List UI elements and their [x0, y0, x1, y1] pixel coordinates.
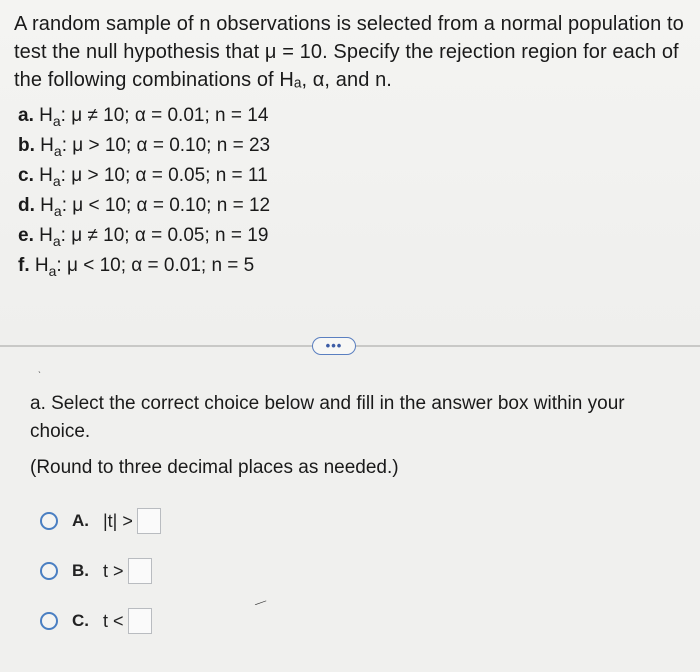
h-symbol: H [39, 225, 53, 246]
h-subscript: a [53, 142, 62, 159]
item-letter: a. [18, 105, 34, 126]
h-subscript: a [52, 172, 61, 189]
part-a-prompt: a. Select the correct choice below and fill in the answer box within your choice. [30, 393, 625, 442]
radio-button[interactable] [40, 612, 58, 630]
item-text: : μ > 10; α = 0.05; n = 11 [60, 165, 268, 186]
list-item [18, 191, 270, 221]
item-letter: e. [18, 225, 34, 246]
expand-more-button[interactable]: ••• [312, 337, 356, 355]
item-text: : μ < 10; α = 0.01; n = 5 [56, 255, 255, 276]
h-symbol: H [40, 195, 54, 216]
choice-c[interactable] [40, 606, 152, 636]
choice-letter: A. [72, 511, 89, 530]
list-item [18, 221, 270, 251]
list-item [18, 101, 270, 131]
list-item [18, 251, 270, 281]
h-symbol: H [40, 135, 54, 156]
answer-input[interactable] [128, 558, 152, 584]
item-letter: c. [18, 165, 34, 186]
choice-expression: t > [103, 560, 124, 581]
item-letter: d. [18, 195, 35, 216]
radio-button[interactable] [40, 512, 58, 530]
choice-expression: t < [103, 610, 124, 631]
list-item [18, 161, 270, 191]
choice-letter: C. [72, 611, 89, 630]
answer-input[interactable] [128, 608, 152, 634]
item-letter: f. [18, 255, 30, 276]
h-symbol: H [34, 255, 49, 276]
hypothesis-list [18, 101, 270, 281]
h-subscript: a [52, 112, 61, 129]
h-symbol: H [39, 165, 53, 186]
question-intro: A random sample of n observations is selected from a normal population to test the null hypothesis that μ = 10. Specify the rejection region for each of the following combinations of Hₐ, α, and n. [14, 13, 684, 91]
choice-letter: B. [72, 561, 89, 580]
choice-expression: |t| > [103, 510, 133, 531]
h-subscript: a [48, 262, 57, 279]
rounding-note: (Round to three decimal places as needed.) [30, 457, 399, 478]
item-text: : μ > 10; α = 0.10; n = 23 [61, 135, 271, 156]
item-text: : μ ≠ 10; α = 0.05; n = 19 [60, 225, 269, 246]
item-text: : μ < 10; α = 0.10; n = 12 [61, 195, 271, 216]
radio-button[interactable] [40, 562, 58, 580]
choice-a[interactable] [40, 506, 161, 536]
item-letter: b. [18, 135, 35, 156]
list-item [18, 131, 270, 161]
h-symbol: H [39, 105, 53, 126]
choice-b[interactable] [40, 556, 152, 586]
item-text: : μ ≠ 10; α = 0.01; n = 14 [60, 105, 269, 126]
stray-mark: ˎ [38, 363, 42, 374]
cursor-mark: ⟋ [253, 594, 268, 612]
answer-panel [0, 355, 700, 672]
h-subscript: a [52, 232, 61, 249]
h-subscript: a [53, 202, 62, 219]
answer-input[interactable] [137, 508, 161, 534]
